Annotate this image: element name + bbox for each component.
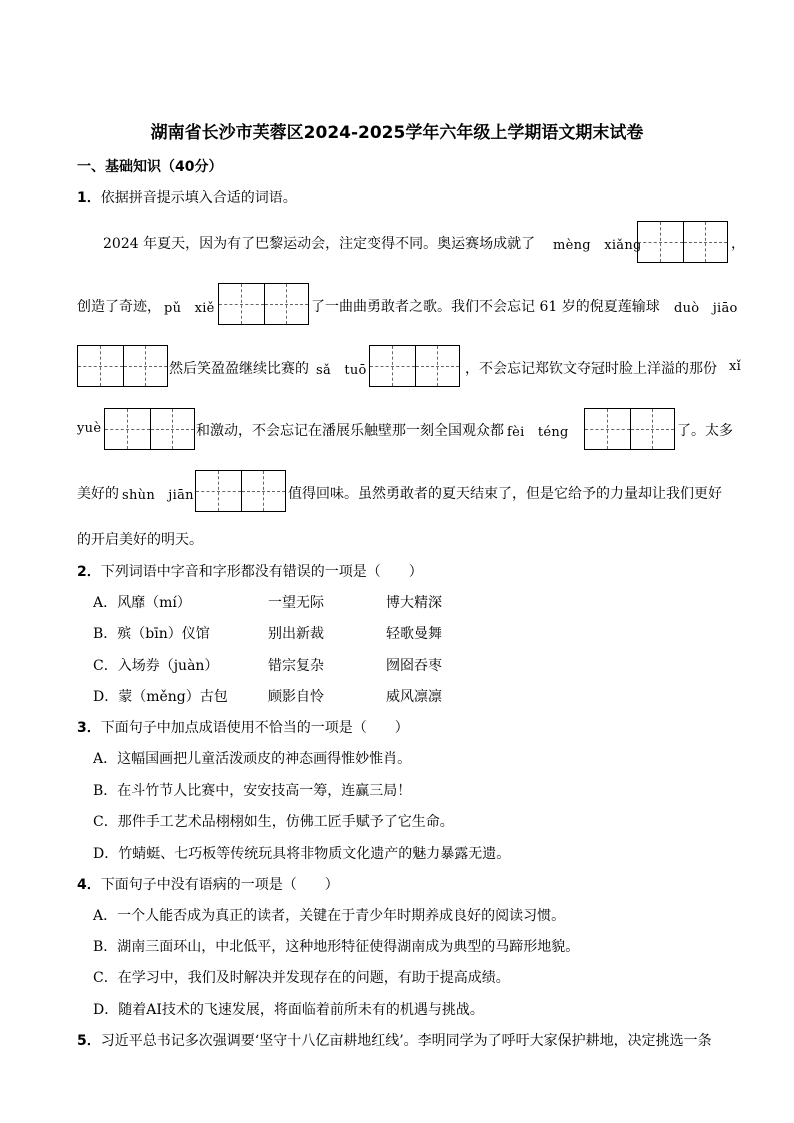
option-c-word-3: 囫囵吞枣: [386, 658, 442, 674]
pinyin-hint: duò jiāo: [674, 301, 738, 316]
option-c-word-1: C．入场券（juàn）: [93, 658, 219, 674]
question-3: [77, 717, 409, 737]
question-number: 4．: [77, 877, 101, 893]
question-stem: 下列词语中字音和字形都没有错误的一项是（ ）: [100, 564, 423, 580]
pinyin-hint: fèi téng: [507, 425, 569, 440]
option-a-word-1: A．风靡（mí）: [93, 595, 191, 611]
option-a-word-3: 博大精深: [386, 595, 442, 611]
option-c-word-2: 错宗复杂: [268, 658, 324, 674]
section-heading: 一、基础知识（40分）: [77, 159, 223, 175]
passage-text: 值得回味。虽然勇敢者的夏天结束了，但是它给予的力量却让我们更好: [288, 486, 722, 502]
question-stem: 下面句子中没有语病的一项是（ ）: [100, 877, 339, 893]
option-d-word-3: 威风凛凛: [386, 689, 442, 705]
option-d-word-1: D．蒙（měng）古包: [93, 689, 228, 705]
passage-text: ，不会忘记郑钦文夺冠时脸上洋溢的那份: [465, 361, 717, 377]
option-b-word-1: B．殡（bīn）仪馆: [93, 626, 210, 642]
option-d-word-2: 顾影自怜: [268, 689, 324, 705]
passage-text: 创造了奇迹，: [77, 299, 161, 315]
option-c: C．那件手工艺术品栩栩如生，仿佛工匠手赋予了它生命。: [93, 814, 454, 830]
answer-box[interactable]: [637, 221, 728, 263]
option-b: B．湖南三面环山，中北低平，这种地形特征使得湖南成为典型的马蹄形地貌。: [93, 939, 580, 955]
pinyin-hint: shùn jiān: [122, 488, 194, 503]
passage-text: 2024 年夏天，因为有了巴黎运动会，注定变得不同。奥运赛场成就了: [103, 236, 536, 252]
pinyin-hint: mèng xiǎng: [553, 238, 642, 253]
passage-text: 美好的: [77, 486, 119, 502]
answer-box[interactable]: [584, 408, 675, 450]
answer-box[interactable]: [195, 470, 286, 512]
page-title: 湖南省长沙市芙蓉区2024-2025学年六年级上学期语文期末试卷: [150, 123, 644, 143]
question-stem: 依据拼音提示填入合适的词语。: [100, 190, 297, 206]
option-d: D．竹蜻蜓、七巧板等传统玩具将非物质文化遗产的魅力暴露无遗。: [93, 846, 511, 862]
passage-text: ，: [731, 236, 745, 252]
answer-box[interactable]: [369, 345, 460, 387]
option-b-word-3: 轻歌曼舞: [386, 626, 442, 642]
question-2: [77, 561, 423, 581]
passage-text: 了一曲曲勇敢者之歌。我们不会忘记 61 岁的倪夏莲输球: [311, 299, 660, 315]
pinyin-hint: yuè: [77, 421, 102, 436]
passage-text: 的开启美好的明天。: [77, 532, 203, 548]
question-number: 5．: [77, 1033, 101, 1049]
passage-text: 了。太多: [677, 423, 733, 439]
option-b: B．在斗竹节人比赛中，安安技高一筹，连赢三局！: [93, 783, 412, 799]
pinyin-hint: pǔ xiě: [164, 301, 215, 316]
question-1: [77, 187, 297, 207]
option-a: A．这幅国画把儿童活泼顽皮的神态画得惟妙惟肖。: [93, 751, 412, 767]
option-a-word-2: 一望无际: [268, 595, 324, 611]
answer-box[interactable]: [77, 345, 168, 387]
question-number: 2．: [77, 564, 101, 580]
question-number: 1．: [77, 190, 101, 206]
question-4: [77, 874, 339, 894]
question-number: 3．: [77, 720, 101, 736]
option-c: C．在学习中，我们及时解决并发现存在的问题，有助于提高成绩。: [93, 970, 510, 986]
option-b-word-2: 别出新裁: [268, 626, 324, 642]
pinyin-hint: sǎ tuō: [316, 363, 367, 378]
answer-box[interactable]: [104, 408, 195, 450]
passage-text: 和激动，不会忘记在潘展乐触壁那一刻全国观众都: [196, 423, 504, 439]
question-5: [77, 1030, 712, 1050]
question-stem: 习近平总书记多次强调要‘坚守十八亿亩耕地红线’。李明同学为了呼吁大家保护耕地，决定挑选一条: [100, 1033, 712, 1049]
pinyin-hint: xǐ: [729, 359, 742, 374]
passage-text: 然后笑盈盈继续比赛的: [169, 361, 309, 377]
option-d: D．随着AI技术的飞速发展，将面临着前所未有的机遇与挑战。: [93, 1002, 484, 1018]
option-a: A．一个人能否成为真正的读者，关键在于青少年时期养成良好的阅读习惯。: [93, 908, 566, 924]
question-stem: 下面句子中加点成语使用不恰当的一项是（ ）: [100, 720, 409, 736]
answer-box[interactable]: [218, 283, 309, 325]
